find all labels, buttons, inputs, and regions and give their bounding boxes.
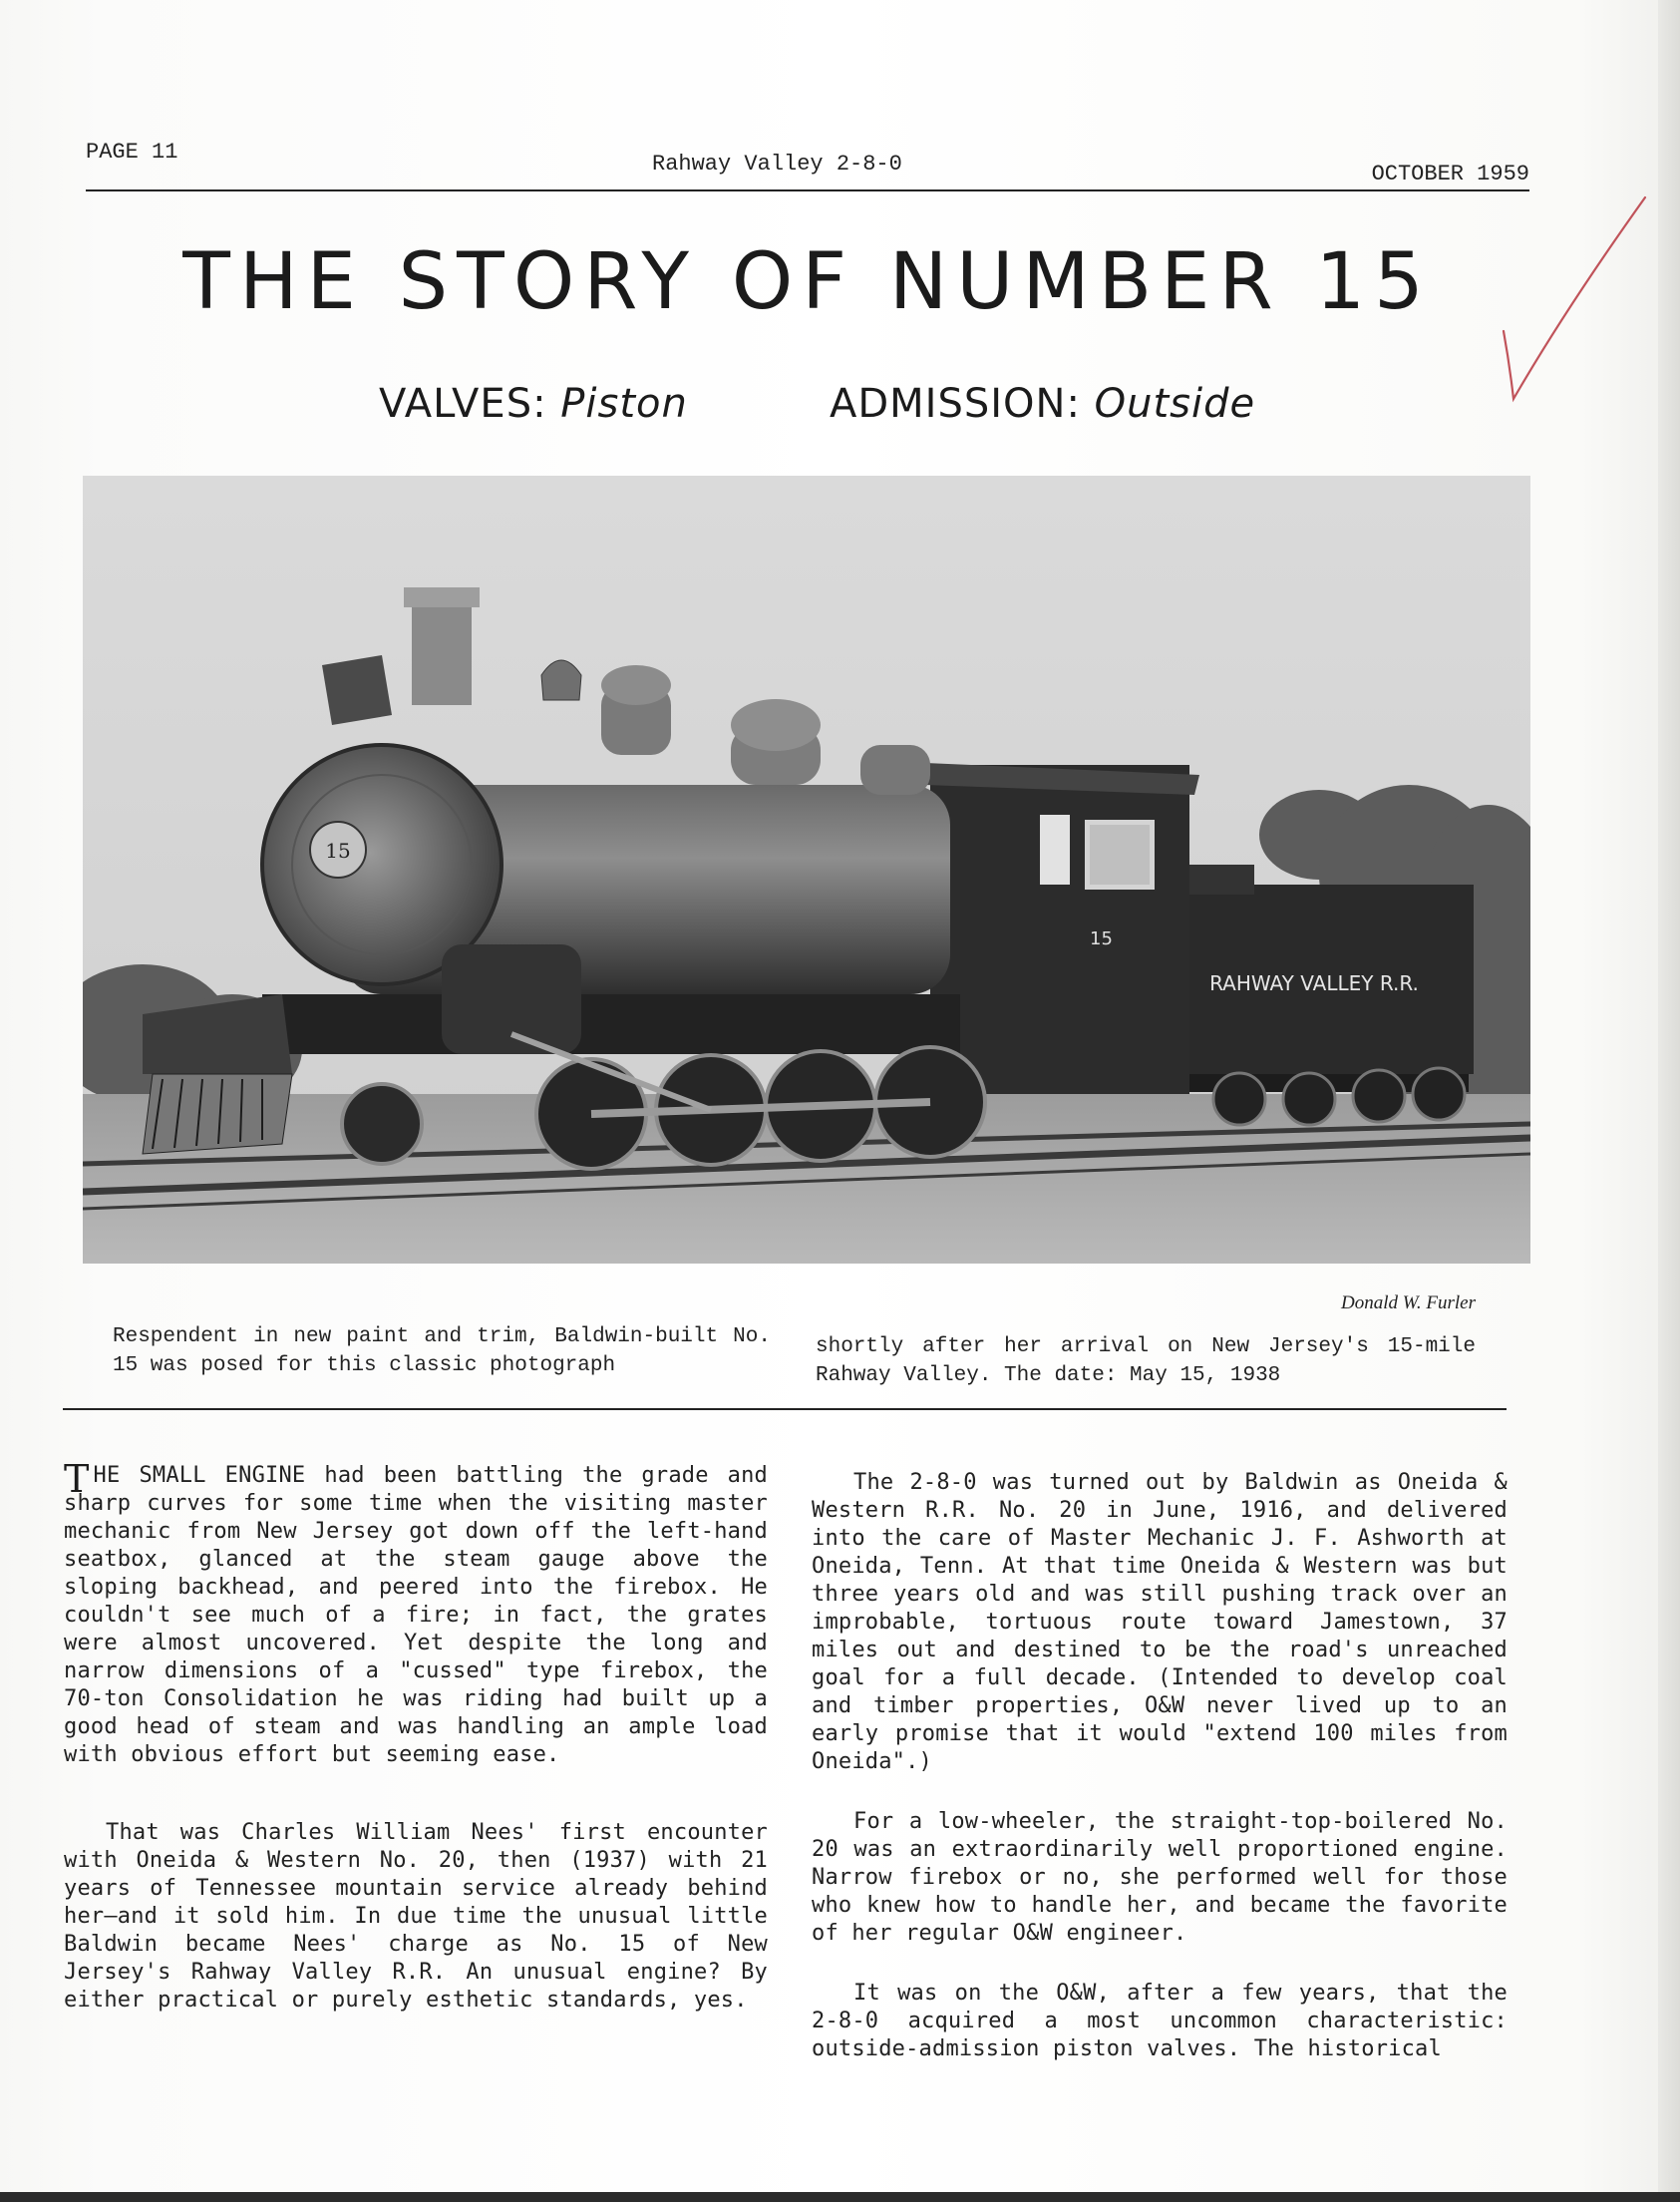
cab — [925, 763, 1199, 1094]
cab-number: 15 — [1090, 928, 1113, 949]
check-mark-icon — [1496, 189, 1655, 409]
photo-caption-left: Respendent in new paint and trim, Baldwin-built No. 15 was posed for this classic photograph — [113, 1325, 771, 1377]
page-number: PAGE 11 — [86, 140, 178, 165]
number-plate: 15 — [325, 839, 351, 863]
article-paragraph: The 2-8-0 was turned out by Baldwin as Oneida & Western R.R. No. 20 in June, 1916, and delivered into the care of Master Mechanic J. F. Ashworth at Oneida, Tenn. At that time Oneida & Western was but three years old and was still pushing track over an improbable, tortuous route toward Jamestown, 37 miles out and destined to be the road's unreached goal for a full decade. (Intended to develop coal and timber properties, O&W never lived up to an early promise that it would "extend 100 miles from Oneida".) — [812, 1470, 1508, 1774]
admission-spec: ADMISSION: Outside — [830, 381, 1256, 427]
locomotive-photo — [83, 476, 1530, 1264]
article-paragraph: THE SMALL ENGINE had been battling the grade and sharp curves for some time when the visiting master mechanic from New Jersey got down off the left-hand seatbox, glanced at the steam gauge above the sloping backhead, and peered into the firebox. He couldn't see much of a fire; in fact, the grates were almost uncovered. Yet despite the long and narrow dimensions of a "cussed" type firebox, the 70-ton Consolidation he was riding had built up a good head of steam and was handling an ample load with obvious effort but seeming ease. — [64, 1457, 768, 1767]
tender — [1175, 865, 1474, 1125]
article-paragraph: That was Charles William Nees' first encounter with Oneida & Western No. 20, then (1937) with 21 years of Tennessee mountain service already behind her—and it sold him. In due time the unusual little Baldwin became Nees' charge as No. 15 of New Jersey's Rahway Valley R.R. An unusual engine? By either practical or purely esthetic standards, yes. — [64, 1820, 768, 2013]
locomotive-illustration — [83, 476, 1530, 1264]
page-edge-shadow — [1658, 0, 1680, 2202]
article-column-left — [64, 1457, 768, 2064]
running-header — [86, 140, 1529, 191]
subtitle — [0, 381, 1680, 441]
scan-border — [0, 2192, 1680, 2202]
photo-credit: Donald W. Furler — [1341, 1292, 1476, 1313]
publication-name: Rahway Valley 2-8-0 — [652, 152, 902, 177]
header-rule — [86, 189, 1529, 191]
photo-caption-right: shortly after her arrival on New Jersey's 15-mile Rahway Valley. The date: May 15, 1938 — [816, 1335, 1476, 1387]
article-paragraph: For a low-wheeler, the straight-top-boilered No. 20 was an extraordinarily well proportioned engine. Narrow firebox or no, she performed well for those who knew how to handle her, and became the favorite of her regular O&W engineer. — [812, 1809, 1508, 1946]
page-title: THE STORY OF NUMBER 15 — [182, 237, 1433, 327]
caption-rule — [63, 1408, 1507, 1410]
article-paragraph: It was on the O&W, after a few years, that the 2-8-0 acquired a most uncommon characteristic: outside-admission piston valves. The historical — [812, 1981, 1508, 2061]
valves-spec: VALVES: Piston — [379, 381, 688, 427]
article-column-right — [812, 1469, 1508, 2095]
tender-lettering: RAHWAY VALLEY R.R. — [1209, 971, 1419, 995]
issue-date: OCTOBER 1959 — [1371, 162, 1529, 186]
drop-cap: T — [64, 1457, 90, 1501]
